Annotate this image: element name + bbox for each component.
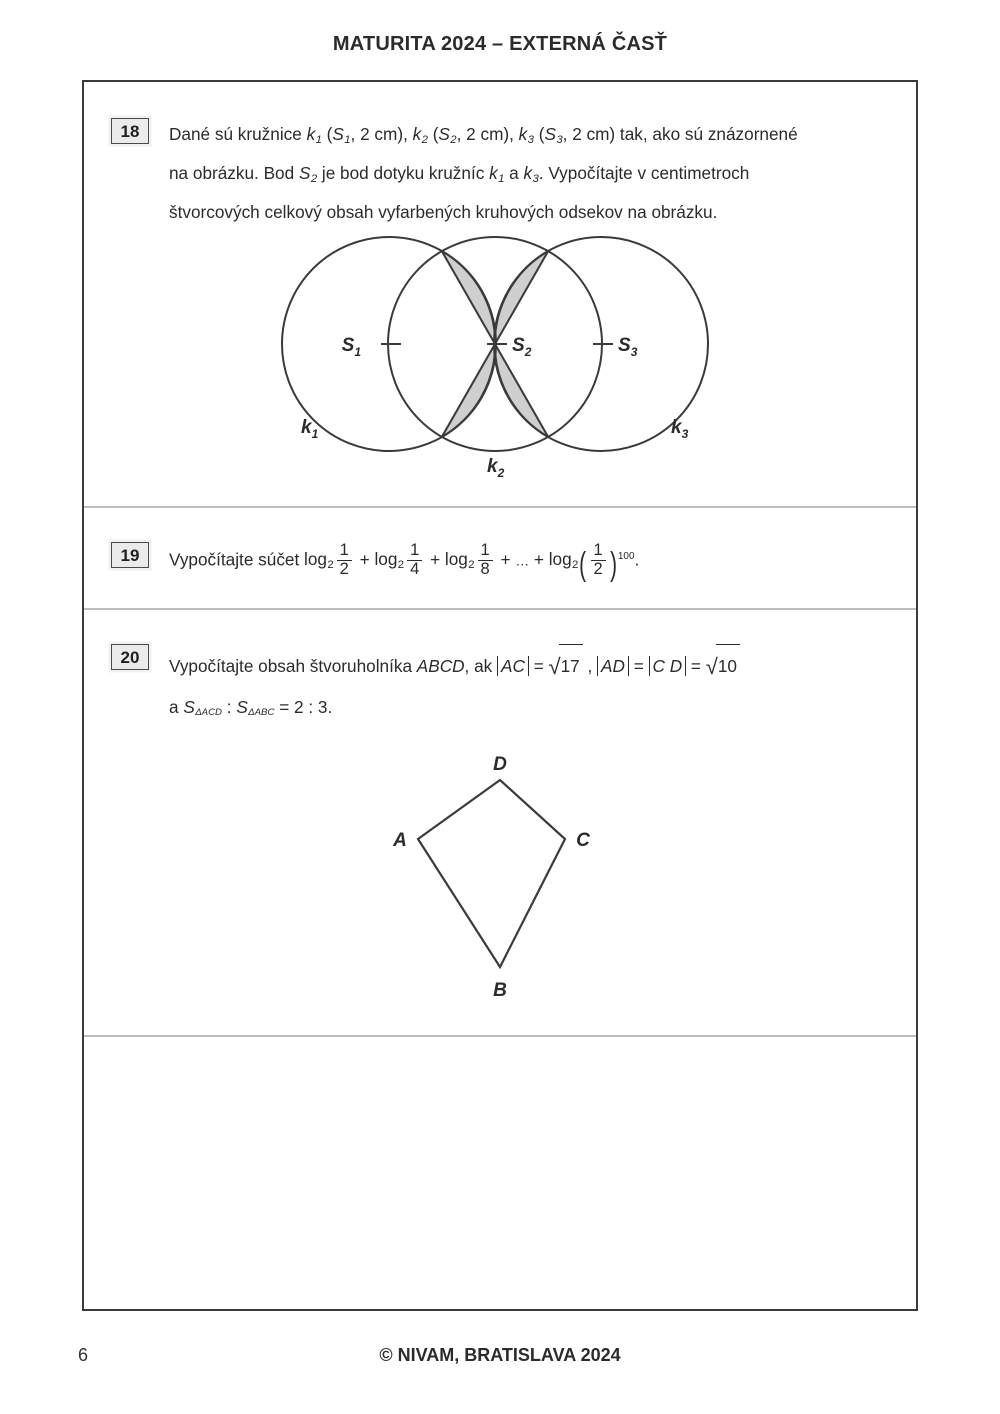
label-s1: $S_1$ [341, 335, 361, 359]
q18-l2-k3: k [523, 163, 533, 184]
q19-exponent: 100 [617, 551, 635, 563]
q19-plus1: + [359, 549, 370, 570]
q19-log4: log [548, 549, 572, 570]
q18-p1b: , 2 cm), [350, 124, 413, 144]
q18-p2b: , 2 cm), [456, 124, 519, 144]
q20-eq4: = [274, 696, 295, 717]
running-head: MATURITA 2024 – EXTERNÁ ČASŤ [332, 33, 668, 55]
divider-after-18 [84, 506, 916, 508]
q19-base4: 2 [572, 559, 579, 572]
q18-l2-k1-sub: 1 [498, 173, 505, 186]
question-19-text [169, 541, 640, 584]
q20-ratio-colon: : [221, 696, 237, 717]
q20-line1-a: Vypočítajte obsah štvoruholníka [169, 656, 417, 676]
three-circles-svg [265, 218, 735, 478]
q19-base3: 2 [468, 559, 475, 572]
q20-eq2: = [628, 656, 649, 676]
q19-paren-open: ( [579, 546, 587, 584]
q20-sqrt-10: √10 [706, 644, 740, 687]
q18-l2-k3-sub: 3 [532, 173, 539, 186]
label-s3: $S_3$ [618, 335, 638, 359]
q18-p1a: ( [321, 124, 333, 144]
exam-page-frame [82, 80, 918, 1311]
q20-sub-abc: ΔABC [248, 707, 275, 719]
q18-line1-text-a: Dané sú kružnice [169, 124, 307, 144]
q18-p2a: ( [427, 124, 439, 144]
q19-plus2: + [430, 549, 441, 570]
q20-abs-ac: AC [497, 656, 529, 676]
figure-kite-quadrilateral [84, 756, 916, 1006]
q19-period: . [634, 549, 640, 570]
q18-S3: S [544, 124, 556, 144]
vertex-label-a: A [393, 830, 407, 851]
q20-line2-end: . [327, 696, 333, 717]
q20-sqrt-17: √17 [549, 644, 583, 687]
question-19-header [111, 541, 640, 584]
q20-S-abc: S [236, 696, 248, 717]
vertex-label-b: B [493, 980, 507, 1001]
q18-S3-sub: 3 [556, 134, 563, 147]
q18-k3-sub: 3 [527, 134, 534, 147]
q19-log-term-4 [548, 541, 635, 584]
q19-log-term-3 [444, 541, 496, 578]
q19-plus3: + [500, 549, 511, 570]
q19-frac4: $\frac{1}{2}$ [591, 542, 606, 579]
q18-line2-text-d: . Vypočítajte v centimetroch [538, 163, 750, 184]
q19-base2: 2 [397, 559, 405, 572]
q18-S2-sub: 2 [450, 134, 457, 147]
question-number-badge-18: 18 [111, 118, 149, 144]
label-k1: $k_1$ [301, 417, 319, 441]
q18-line2-text-c: a [504, 163, 524, 184]
q19-log-term-2 [374, 541, 425, 578]
q18-k3: k [518, 124, 528, 144]
q18-l2-S: S [298, 163, 311, 184]
q18-S1-sub: 1 [344, 134, 351, 147]
q18-S2: S [438, 124, 450, 144]
q18-k2: k [412, 124, 422, 144]
footer-page-number: 6 [78, 1345, 89, 1365]
question-20-header [111, 644, 740, 733]
q20-eq1: = [528, 656, 549, 676]
q18-line3-text: štvorcových celkový obsah vyfarbených kruhových odsekov na obrázku. [169, 202, 718, 223]
footer-copyright: © NIVAM, BRATISLAVA 2024 [379, 1345, 621, 1365]
q18-k1: k [306, 124, 316, 144]
q18-l2-S-sub: 2 [310, 173, 318, 186]
q20-abs-ad: AD [597, 656, 629, 676]
q18-p3b: , 2 cm) tak, ako sú znázornené [562, 124, 798, 144]
q20-abs-cd: C D [649, 656, 687, 676]
q18-S1: S [332, 124, 344, 144]
figure-three-circles [84, 218, 916, 478]
label-k3: $k_3$ [671, 417, 689, 441]
q19-log3: log [444, 549, 468, 570]
question-18-header [111, 118, 798, 229]
q19-frac3: $\frac{1}{8}$ [478, 542, 493, 579]
q20-line2-a: a [169, 696, 184, 717]
question-number-badge-19: 19 [111, 542, 149, 568]
label-s2: $S_2$ [512, 335, 532, 359]
question-20-text [169, 644, 740, 733]
q19-frac2: $\frac{1}{4}$ [407, 542, 422, 579]
q19-base1: 2 [327, 559, 334, 572]
label-k2: $k_2$ [487, 456, 505, 478]
vertex-label-d: D [493, 756, 507, 775]
q19-log-term-1 [304, 541, 355, 578]
q20-line1-b: , ak [464, 656, 498, 676]
q18-k1-sub: 1 [315, 134, 322, 147]
q20-S-acd: S [183, 696, 195, 717]
q20-sub-acd: ΔACD [195, 707, 222, 719]
q19-ellipsis: … [515, 553, 530, 569]
q19-log2: log [374, 549, 398, 570]
q18-line2-text-a: na obrázku. Bod [169, 163, 299, 184]
q19-plus4: + [533, 549, 544, 570]
kite-svg [370, 756, 630, 1006]
q20-comma: , [582, 656, 598, 676]
kite-polygon-abcd [418, 780, 565, 967]
blank-work-area [84, 1037, 916, 1309]
q19-paren-close: ) [609, 546, 617, 584]
question-18-text [169, 118, 798, 229]
q19-lead: Vypočítajte súčet [169, 549, 305, 570]
q20-eq3: = [686, 656, 706, 676]
q18-l2-k1: k [489, 163, 498, 184]
q18-line2-text-b: je bod dotyku kružníc [317, 163, 490, 184]
q20-quad-name: ABCD [416, 656, 465, 676]
q18-k2-sub: 2 [421, 134, 428, 147]
vertex-label-c: C [576, 830, 590, 851]
q19-log1: log [304, 549, 327, 570]
divider-after-19 [84, 608, 916, 610]
q19-frac1: $\frac{1}{2}$ [337, 542, 352, 579]
q18-p3a: ( [533, 124, 545, 144]
question-number-badge-20: 20 [111, 644, 149, 670]
q20-ratio-value: 2 : 3 [294, 696, 328, 717]
